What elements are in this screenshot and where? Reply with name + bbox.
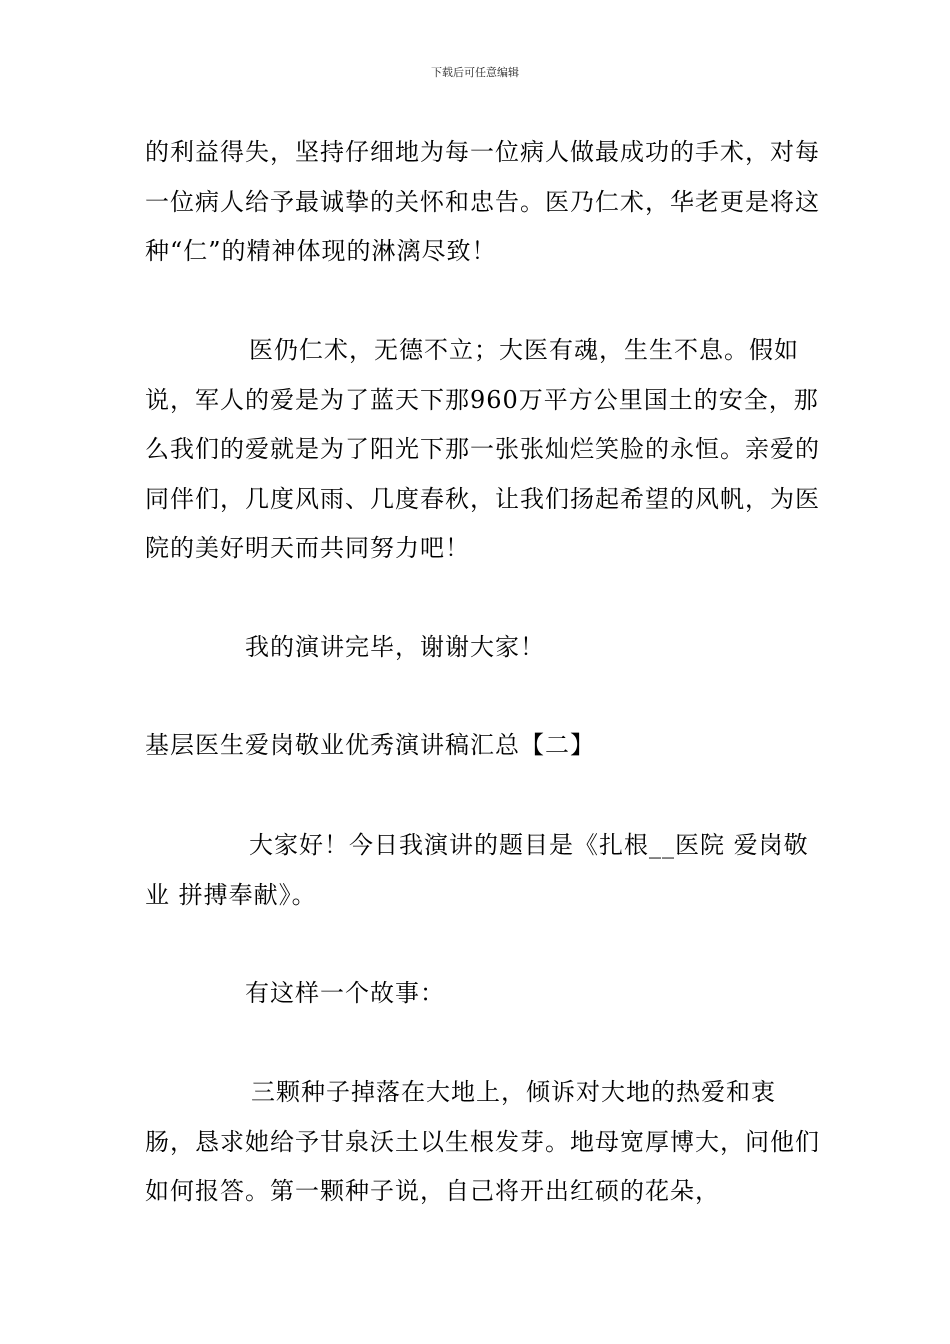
paragraph: 有这样一个故事： [245,979,445,1007]
section-heading: 基层医生爱岗敬业优秀演讲稿汇总【二】 [145,731,595,759]
paragraph: 大家好！今日我演讲的题目是《扎根__医院 爱岗敬业 拼搏奉献》。 [145,831,809,909]
page-header: 下载后可任意编辑 [431,66,519,79]
paragraph: 我的演讲完毕，谢谢大家！ [245,633,545,661]
paragraph: 医仍仁术，无德不立；大医有魂，生生不息。假如说，军人的爱是为了蓝天下那960万平方公里国土的安全，那么我们的爱就是为了阳光下那一张张灿烂笑脸的永恒。亲爱的同伴们，几度风雨、几度春秋，让我们扬起希望的风帆，为医院的美好明天而共同努力吧！ [145,336,820,562]
paragraph: 三颗种子掉落在大地上，倾诉对大地的热爱和衷肠，恳求她给予甘泉沃土以生根发芽。地母宽厚博大，问他们如何报答。第一颗种子说，自己将开出红硕的花朵， [145,1078,820,1205]
paragraph: 的利益得失，坚持仔细地为每一位病人做最成功的手术，对每一位病人给予最诚挚的关怀和忠告。医乃仁术，华老更是将这种“仁”的精神体现的淋漓尽致！ [145,138,820,265]
